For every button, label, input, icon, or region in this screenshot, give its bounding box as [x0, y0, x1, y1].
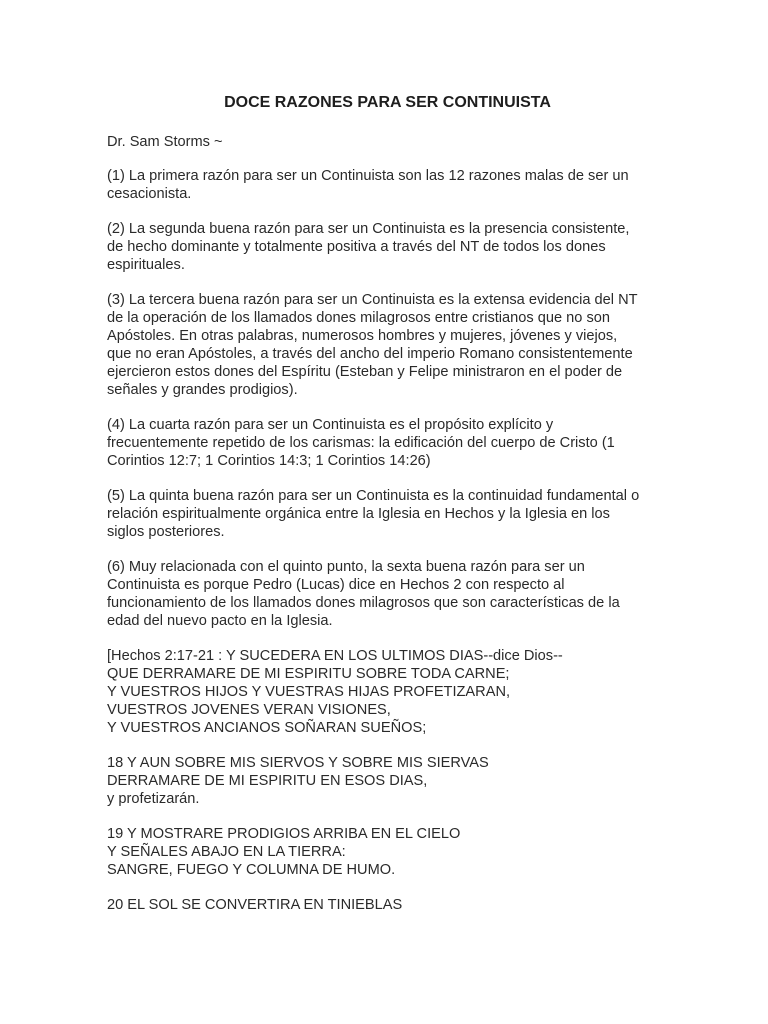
paragraph-line: frecuentemente repetido de los carismas: la edificación del cuerpo de Cristo (1 [107, 435, 615, 451]
paragraph-line: de hecho dominante y totalmente positiva a través del NT de todos los dones [107, 239, 606, 255]
paragraph-line: (5) La quinta buena razón para ser un Continuista es la continuidad fundamental o [107, 488, 640, 504]
verse-line: 20 EL SOL SE CONVERTIRA EN TINIEBLAS [107, 897, 403, 913]
verse-line: Y VUESTROS ANCIANOS SOÑARAN SUEÑOS; [107, 720, 427, 736]
verse-line: Y VUESTROS HIJOS Y VUESTRAS HIJAS PROFETIZARAN, [107, 684, 511, 700]
body-paragraph [107, 558, 668, 630]
verse-group [107, 754, 668, 808]
document-title: DOCE RAZONES PARA SER CONTINUISTA [224, 94, 551, 111]
verse-line: DERRAMARE DE MI ESPIRITU EN ESOS DIAS, [107, 773, 428, 789]
paragraph-line: siglos posteriores. [107, 524, 225, 540]
scripture-quote [107, 647, 668, 914]
verse-line: 18 Y AUN SOBRE MIS SIERVOS Y SOBRE MIS SIERVAS [107, 755, 489, 771]
body-paragraph [107, 167, 668, 203]
paragraph-line: que no eran Apóstoles, a través del ancho del imperio Romano consistentemente [107, 346, 633, 362]
paragraph-line: funcionamiento de los llamados dones milagrosos que son características de la [107, 595, 620, 611]
paragraph-line: Apóstoles. En otras palabras, numerosos hombres y mujeres, jóvenes y viejos, [107, 328, 618, 344]
verse-group [107, 896, 668, 914]
verse-group [107, 825, 668, 879]
paragraph-line: relación espiritualmente orgánica entre la Iglesia en Hechos y la Iglesia en los [107, 506, 610, 522]
paragraph-line: espirituales. [107, 257, 185, 273]
paragraph-line: Continuista es porque Pedro (Lucas) dice en Hechos 2 con respecto al [107, 577, 565, 593]
body-paragraph [107, 220, 668, 274]
paragraph-line: Corintios 12:7; 1 Corintios 14:3; 1 Corintios 14:26) [107, 453, 431, 469]
body-paragraph [107, 416, 668, 470]
paragraph-line: cesacionista. [107, 186, 192, 202]
verse-line: QUE DERRAMARE DE MI ESPIRITU SOBRE TODA CARNE; [107, 666, 510, 682]
verse-line: 19 Y MOSTRARE PRODIGIOS ARRIBA EN EL CIELO [107, 826, 461, 842]
body-paragraph [107, 291, 668, 399]
paragraph-line: señales y grandes prodigios). [107, 382, 298, 398]
body-paragraph [107, 487, 668, 541]
paragraph-line: ejercieron estos dones del Espíritu (Esteban y Felipe ministraron en el poder de [107, 364, 623, 380]
verse-line: VUESTROS JOVENES VERAN VISIONES, [107, 702, 391, 718]
verse-line: Y SEÑALES ABAJO EN LA TIERRA: [107, 844, 346, 860]
verse-line: y profetizarán. [107, 791, 200, 807]
author-line: Dr. Sam Storms ~ [107, 134, 223, 150]
paragraph-line: (3) La tercera buena razón para ser un Continuista es la extensa evidencia del NT [107, 292, 638, 308]
paragraph-line: (4) La cuarta razón para ser un Continuista es el propósito explícito y [107, 417, 554, 433]
verse-line: [Hechos 2:17-21 : Y SUCEDERA EN LOS ULTIMOS DIAS--dice Dios-- [107, 648, 563, 664]
paragraph-line: edad del nuevo pacto en la Iglesia. [107, 613, 333, 629]
paragraph-line: (1) La primera razón para ser un Continuista son las 12 razones malas de ser un [107, 168, 629, 184]
paragraph-line: de la operación de los llamados dones milagrosos entre cristianos que no son [107, 310, 610, 326]
verse-group [107, 647, 668, 737]
paragraph-line: (6) Muy relacionada con el quinto punto, la sexta buena razón para ser un [107, 559, 585, 575]
paragraph-line: (2) La segunda buena razón para ser un Continuista es la presencia consistente, [107, 221, 630, 237]
verse-line: SANGRE, FUEGO Y COLUMNA DE HUMO. [107, 862, 396, 878]
